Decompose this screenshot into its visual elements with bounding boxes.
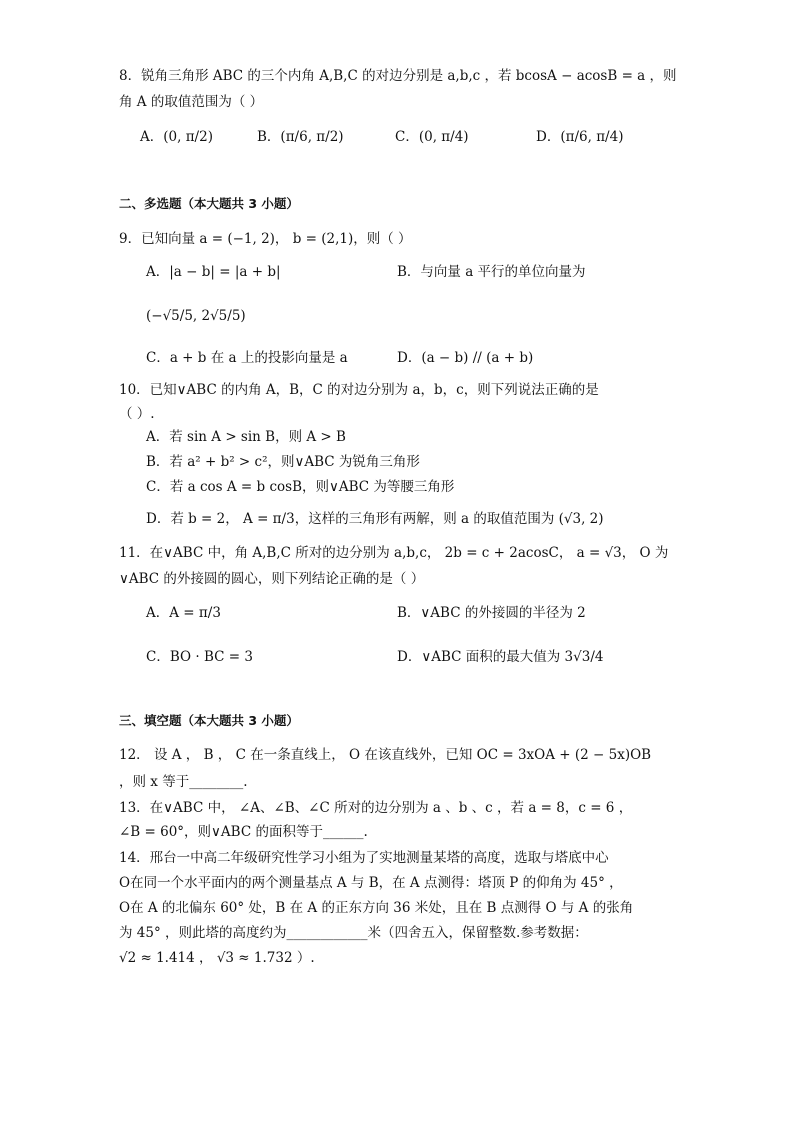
q11-option-c[interactable]: C．BO · BC = 3	[146, 649, 253, 665]
q8-stem-line2: 角 A 的取值范围为（ ）	[119, 94, 264, 110]
q8-stem-line1: 8．锐角三角形 ABC 的三个内角 A,B,C 的对边分别是 a,b,c ，若 bcosA − acosB = a ，则	[119, 68, 677, 84]
q9-stem: 9．已知向量 a = (−1, 2)， b = (2,1)，则（ ）	[119, 231, 412, 247]
q12-stem-line2: ，则 x 等于________.	[119, 774, 248, 790]
q11-stem-line2: ∨ABC 的外接圆的圆心，则下列结论正确的是（ ）	[119, 571, 425, 587]
q8-option-b[interactable]: B．(π/6, π/2)	[257, 129, 344, 145]
q10-option-b[interactable]: B．若 a² + b² > c²，则∨ABC 为锐角三角形	[146, 454, 420, 470]
q14-line1: 14．邢台一中高二年级研究性学习小组为了实地测量某塔的高度，选取与塔底中心	[119, 850, 609, 866]
section-title-fill-in: 三、填空题（本大题共 3 小题）	[119, 713, 299, 728]
q8-option-a[interactable]: A．(0, π/2)	[140, 129, 213, 145]
q8-option-d[interactable]: D．(π/6, π/4)	[536, 129, 624, 145]
q9-option-d[interactable]: D．(a − b) // (a + b)	[397, 350, 534, 366]
q11-option-a[interactable]: A．A = π/3	[146, 605, 221, 621]
q9-option-c[interactable]: C．a + b 在 a 上的投影向量是 a	[146, 350, 348, 366]
q11-option-b[interactable]: B．∨ABC 的外接圆的半径为 2	[397, 605, 586, 621]
q10-option-a[interactable]: A．若 sin A > sin B，则 A > B	[146, 429, 346, 445]
q13-stem-line2: ∠B = 60°，则∨ABC 的面积等于______.	[119, 824, 368, 840]
q10-option-d[interactable]: D．若 b = 2， A = π/3，这样的三角形有两解，则 a 的取值范围为 (√3, 2)	[146, 511, 604, 527]
q10-option-c[interactable]: C．若 a cos A = b cosB，则∨ABC 为等腰三角形	[146, 479, 455, 495]
q10-stem-line2: （ ）.	[119, 406, 155, 422]
q11-option-d[interactable]: D．∨ABC 面积的最大值为 3√3/4	[397, 649, 604, 665]
q10-stem-line1: 10．已知∨ABC 的内角 A，B，C 的对边分别为 a，b，c，则下列说法正确的是	[119, 382, 599, 398]
q9-option-b[interactable]: B．与向量 a 平行的单位向量为	[397, 264, 586, 280]
q14-line4: 为 45° ，则此塔的高度约为____________米（四舍五入，保留整数.参考数据：	[119, 925, 588, 941]
q14-line5: √2 ≈ 1.414 ， √3 ≈ 1.732 ）.	[119, 950, 315, 966]
q11-stem-line1: 11．在∨ABC 中，角 A,B,C 所对的边分别为 a,b,c， 2b = c + 2acosC， a = √3， O 为	[119, 545, 669, 561]
q14-line2: O在同一个水平面内的两个测量基点 A 与 B，在 A 点测得：塔顶 P 的仰角为 45° ，	[119, 875, 623, 891]
q9-option-a[interactable]: A．|a − b| = |a + b|	[146, 264, 281, 280]
q9-option-b-continued: (−√5/5, 2√5/5)	[146, 308, 246, 324]
q8-option-c[interactable]: C．(0, π/4)	[395, 129, 469, 145]
q13-stem-line1: 13．在∨ABC 中， ∠A、∠B、∠C 所对的边分别为 a 、b 、c ，若 a = 8，c = 6 ，	[119, 800, 633, 816]
q14-line3: O在 A 的北偏东 60° 处，B 在 A 的正东方向 36 米处，且在 B 点测得 O 与 A 的张角	[119, 900, 634, 916]
section-title-multi-choice: 二、多选题（本大题共 3 小题）	[119, 196, 299, 211]
q12-stem-line1: 12． 设 A ， B ， C 在一条直线上， O 在该直线外，已知 OC = 3xOA + (2 − 5x)OB	[119, 747, 652, 763]
